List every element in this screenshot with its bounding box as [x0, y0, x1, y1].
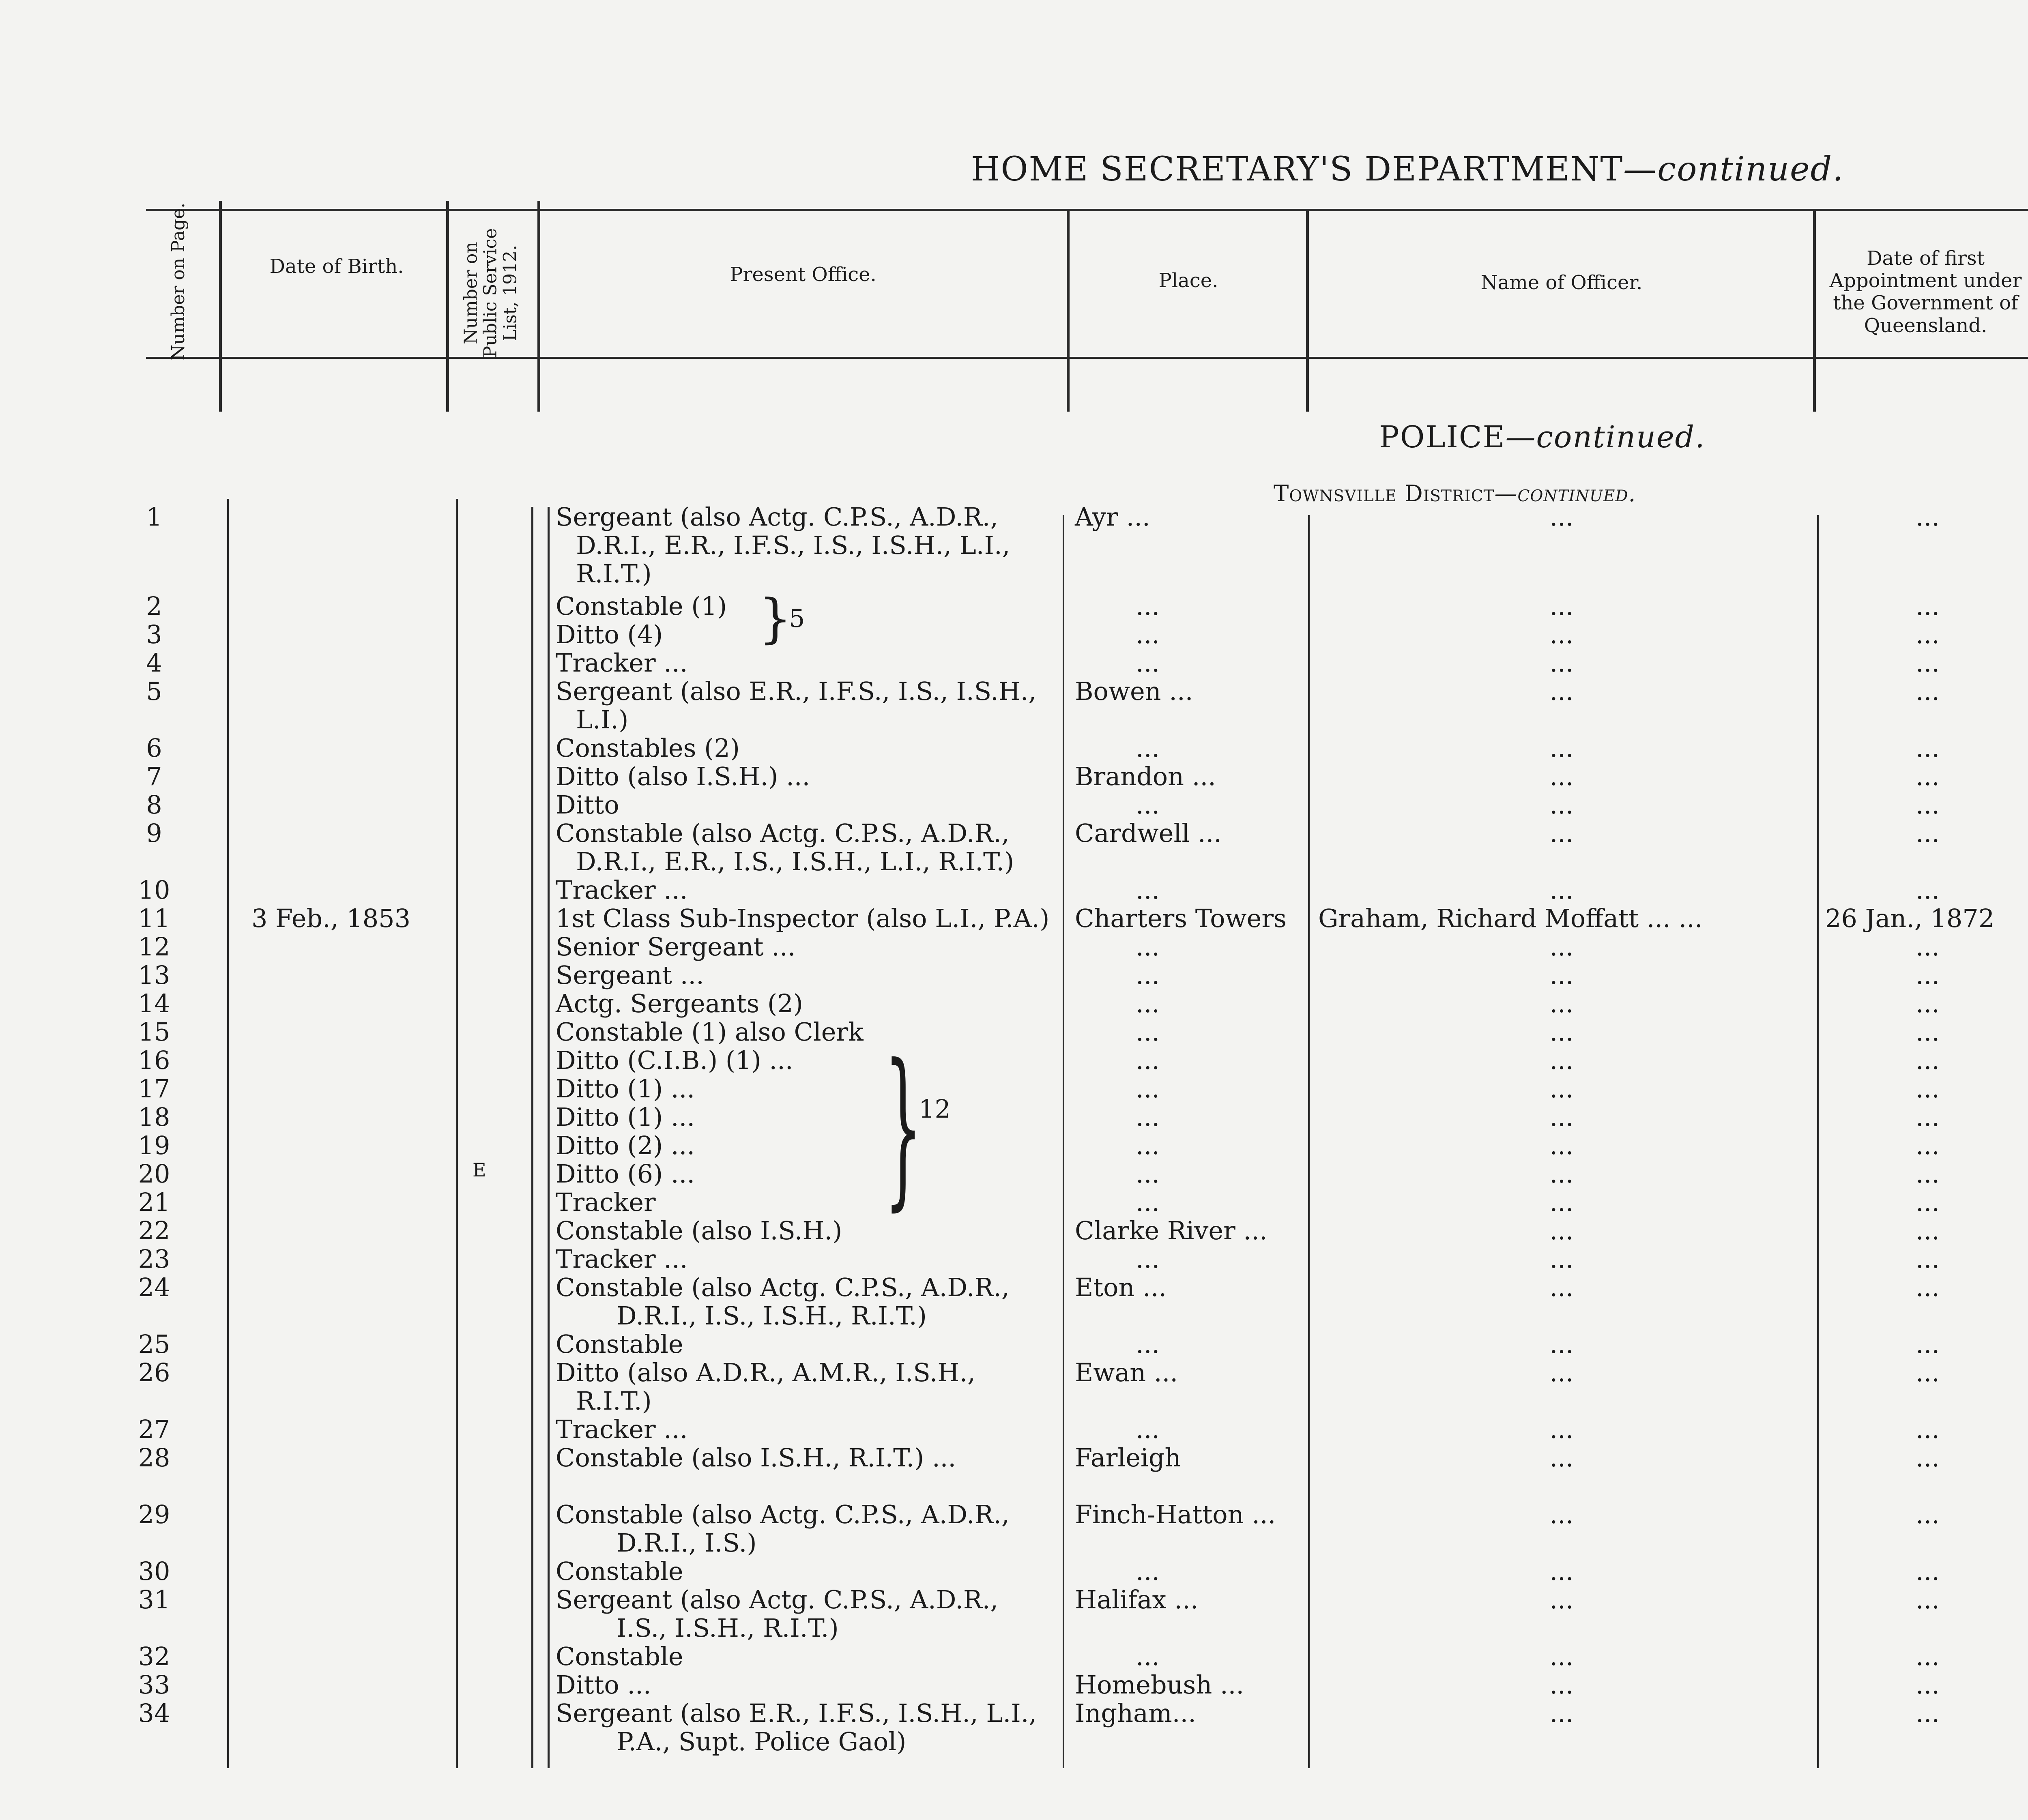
cell-office: Ditto (4)	[556, 620, 663, 649]
cell-n: 14	[138, 989, 170, 1018]
cell-place: ...	[1136, 1414, 1160, 1444]
cell-first: ...	[1915, 1585, 1940, 1614]
cell-name: ...	[1549, 676, 1574, 706]
cell-name: ...	[1549, 989, 1574, 1018]
cell-first: ...	[1915, 1329, 1940, 1359]
cell-place: ...	[1136, 1187, 1160, 1217]
cell-place: Finch-Hatton ...	[1075, 1500, 1276, 1529]
cell-n: 5	[146, 676, 162, 706]
cell-place: ...	[1136, 1102, 1160, 1132]
cell-office: Tracker ...	[556, 1244, 688, 1274]
header-top-rule	[146, 209, 2028, 211]
body-rule-6	[1308, 515, 1310, 1768]
header-name-of-officer: Name of Officer.	[1480, 271, 1643, 294]
cell-n: 7	[146, 762, 162, 791]
cell-first: ...	[1915, 1556, 1940, 1586]
cell-first: ...	[1915, 591, 1940, 621]
cell-first: ...	[1915, 1244, 1940, 1274]
header-present-office: Present Office.	[730, 263, 877, 286]
cell-place: ...	[1136, 960, 1160, 990]
brace-label-group-15-20: 12	[919, 1094, 951, 1124]
cell-first: ...	[1915, 1074, 1940, 1103]
cell-place: ...	[1136, 733, 1160, 763]
cell-place: ...	[1136, 1556, 1160, 1586]
page-title-text: HOME SECRETARY'S DEPARTMENT	[971, 150, 1624, 189]
cell-office2: D.R.I., E.R., I.F.S., I.S., I.S.H., L.I.,	[576, 530, 1010, 560]
cell-place: ...	[1136, 1642, 1160, 1671]
cell-place: Cardwell ...	[1075, 818, 1222, 848]
cell-office: Constable (also Actg. C.P.S., A.D.R.,	[556, 818, 1010, 848]
cell-n: 19	[138, 1131, 170, 1160]
cell-n: 12	[138, 932, 170, 962]
cell-n: 6	[146, 733, 162, 763]
cell-first: ...	[1915, 1045, 1940, 1075]
cell-office: Tracker ...	[556, 648, 688, 678]
cell-place: ...	[1136, 989, 1160, 1018]
cell-place: ...	[1136, 1131, 1160, 1160]
cell-place: ...	[1136, 932, 1160, 962]
cell-place: Eton ...	[1075, 1273, 1167, 1302]
cell-name: ...	[1549, 1074, 1574, 1103]
cell-office: Ditto (also I.S.H.) ...	[556, 762, 810, 791]
cell-name: ...	[1549, 1102, 1574, 1132]
cell-first: ...	[1915, 1670, 1940, 1700]
cell-first: ...	[1915, 1414, 1940, 1444]
cell-n: 25	[138, 1329, 170, 1359]
cell-n: 27	[138, 1414, 170, 1444]
cell-office2: D.R.I., I.S., I.S.H., R.I.T.)	[617, 1301, 927, 1331]
cell-n: 16	[138, 1045, 170, 1075]
cell-office: Constable	[556, 1642, 683, 1671]
cell-first: ...	[1915, 1358, 1940, 1387]
section-title	[1379, 420, 1706, 455]
cell-n: 32	[138, 1642, 170, 1671]
cell-office2: R.I.T.)	[576, 1386, 652, 1416]
cell-first: ...	[1915, 648, 1940, 678]
cell-n: 21	[138, 1187, 170, 1217]
cell-office2: L.I.)	[576, 705, 629, 734]
cell-office: Ditto (1) ...	[556, 1074, 695, 1103]
cell-n: 9	[146, 818, 162, 848]
cell-office: Constable (also I.S.H.)	[556, 1216, 842, 1245]
cell-place: ...	[1136, 790, 1160, 820]
cell-name: ...	[1549, 1244, 1574, 1274]
cell-place: Halifax ...	[1075, 1585, 1199, 1614]
cell-office: Actg. Sergeants (2)	[556, 989, 803, 1018]
cell-name: ...	[1549, 502, 1574, 532]
cell-n: 23	[138, 1244, 170, 1274]
cell-office: Ditto (6) ...	[556, 1159, 695, 1189]
cell-n: 33	[138, 1670, 170, 1700]
cell-name: ...	[1549, 733, 1574, 763]
cell-name: ...	[1549, 932, 1574, 962]
cell-place: Bowen ...	[1075, 676, 1193, 706]
cell-name: ...	[1549, 1216, 1574, 1245]
cell-office: Tracker ...	[556, 875, 688, 905]
header-first-appointment: Date of first Appointment under the Government of Queensland.	[1829, 247, 2022, 337]
body-rule-1	[227, 499, 229, 1768]
cell-first: ...	[1915, 960, 1940, 990]
cell-first: 26 Jan., 1872	[1825, 904, 1995, 933]
cell-dob: 3 Feb., 1853	[251, 904, 411, 933]
section-title-text: POLICE	[1379, 420, 1506, 455]
brace-label-group-2-3: 5	[789, 603, 805, 633]
cell-first: ...	[1915, 1131, 1940, 1160]
page-title-suffix: —continued.	[1623, 150, 1844, 189]
cell-name: ...	[1549, 591, 1574, 621]
cell-n: 30	[138, 1556, 170, 1586]
cell-office: Senior Sergeant ...	[556, 932, 796, 962]
cell-office: 1st Class Sub-Inspector (also L.I., P.A.)	[556, 904, 1050, 933]
cell-n: 22	[138, 1216, 170, 1245]
cell-first: ...	[1915, 1698, 1940, 1728]
cell-office: Constable (also Actg. C.P.S., A.D.R.,	[556, 1273, 1010, 1302]
cell-office: Ditto ...	[556, 1670, 651, 1700]
cell-place: ...	[1136, 648, 1160, 678]
cell-place: ...	[1136, 1159, 1160, 1189]
cell-n: 24	[138, 1273, 170, 1302]
cell-name: ...	[1549, 648, 1574, 678]
cell-name: ...	[1549, 1131, 1574, 1160]
cell-n: 20	[138, 1159, 170, 1189]
col-rule-6	[1813, 209, 1816, 412]
cell-office3: R.I.T.)	[576, 559, 652, 588]
cell-n: 26	[138, 1358, 170, 1387]
cell-office: Sergeant (also Actg. C.P.S., A.D.R.,	[556, 1585, 999, 1614]
cell-office2: D.R.I., E.R., I.S., I.S.H., L.I., R.I.T.)	[576, 847, 1014, 876]
body-rule-2	[456, 499, 458, 1768]
brace-group-2-3: }	[758, 588, 792, 649]
cell-name: ...	[1549, 1187, 1574, 1217]
cell-first: ...	[1915, 1216, 1940, 1245]
cell-name: ...	[1549, 620, 1574, 649]
cell-n: 4	[146, 648, 162, 678]
cell-first: ...	[1915, 676, 1940, 706]
cell-place: ...	[1136, 1244, 1160, 1274]
cell-office: Sergeant (also Actg. C.P.S., A.D.R.,	[556, 502, 999, 532]
cell-office2: I.S., I.S.H., R.I.T.)	[617, 1613, 839, 1643]
cell-n: 1	[146, 502, 162, 532]
cell-name: ...	[1549, 762, 1574, 791]
cell-office: Constable (also Actg. C.P.S., A.D.R.,	[556, 1500, 1010, 1529]
cell-first: ...	[1915, 1642, 1940, 1671]
cell-office: Constable (1) also Clerk	[556, 1017, 864, 1047]
cell-name: ...	[1549, 1414, 1574, 1444]
cell-name: ...	[1549, 1045, 1574, 1075]
cell-place: Ewan ...	[1075, 1358, 1178, 1387]
cell-place: ...	[1136, 875, 1160, 905]
cell-first: ...	[1915, 1187, 1940, 1217]
body-rule-3	[531, 507, 533, 1768]
cell-first: ...	[1915, 620, 1940, 649]
cell-place: ...	[1136, 1045, 1160, 1075]
col-rule-5	[1306, 209, 1309, 412]
cell-first: ...	[1915, 1159, 1940, 1189]
cell-n: 10	[138, 875, 170, 905]
col-rule-3	[537, 201, 540, 412]
header-number-on-page: Number on Page.	[168, 202, 189, 361]
cell-first: ...	[1915, 932, 1940, 962]
cell-first: ...	[1915, 1273, 1940, 1302]
cell-first: ...	[1915, 818, 1940, 848]
cell-place: Charters Towers	[1075, 904, 1287, 933]
cell-place: ...	[1136, 1329, 1160, 1359]
header-bottom-rule	[146, 357, 2028, 359]
cell-name: ...	[1549, 1273, 1574, 1302]
cell-office: Sergeant ...	[556, 960, 704, 990]
cell-n: 31	[138, 1585, 170, 1614]
cell-place: Farleigh	[1075, 1443, 1181, 1472]
body-rule-4	[548, 507, 550, 1768]
margin-mark: E	[473, 1159, 486, 1181]
district-title-text: Townsville District	[1274, 481, 1495, 507]
cell-name: ...	[1549, 790, 1574, 820]
header-place: Place.	[1158, 269, 1218, 292]
cell-office: Ditto (2) ...	[556, 1131, 695, 1160]
cell-office: Constable (1)	[556, 591, 727, 621]
cell-n: 28	[138, 1443, 170, 1472]
cell-n: 15	[138, 1017, 170, 1047]
cell-name: ...	[1549, 1329, 1574, 1359]
brace-group-15-20: }	[884, 1028, 922, 1226]
cell-n: 34	[138, 1698, 170, 1728]
cell-office: Sergeant (also E.R., I.F.S., I.S.H., L.I.,	[556, 1698, 1037, 1728]
header-public-service-list: Number on Public Service List, 1912.	[460, 228, 521, 358]
cell-first: ...	[1915, 1102, 1940, 1132]
cell-place: Brandon ...	[1075, 762, 1216, 791]
cell-office: Constable	[556, 1329, 683, 1359]
cell-name: ...	[1549, 1500, 1574, 1529]
body-rule-5	[1063, 515, 1064, 1768]
section-title-suffix: —continued.	[1505, 420, 1706, 455]
cell-first: ...	[1915, 875, 1940, 905]
cell-name: ...	[1549, 1670, 1574, 1700]
page-title	[0, 150, 2028, 189]
cell-place: Clarke River ...	[1075, 1216, 1268, 1245]
cell-n: 2	[146, 591, 162, 621]
cell-n: 11	[138, 904, 170, 933]
cell-first: ...	[1915, 733, 1940, 763]
cell-place: ...	[1136, 620, 1160, 649]
cell-office: Ditto	[556, 790, 619, 820]
cell-n: 17	[138, 1074, 170, 1103]
cell-office2: D.R.I., I.S.)	[617, 1528, 757, 1558]
cell-name: ...	[1549, 1642, 1574, 1671]
cell-n: 3	[146, 620, 162, 649]
cell-place: ...	[1136, 1074, 1160, 1103]
cell-office: Tracker ...	[556, 1414, 688, 1444]
cell-name: ...	[1549, 875, 1574, 905]
cell-office2: P.A., Supt. Police Gaol)	[617, 1727, 907, 1756]
cell-name: ...	[1549, 1159, 1574, 1189]
cell-office: Constables (2)	[556, 733, 740, 763]
cell-n: 18	[138, 1102, 170, 1132]
cell-first: ...	[1915, 762, 1940, 791]
cell-office: Sergeant (also E.R., I.F.S., I.S., I.S.H.,	[556, 676, 1037, 706]
cell-first: ...	[1915, 1017, 1940, 1047]
cell-office: Constable	[556, 1556, 683, 1586]
col-rule-1	[219, 201, 222, 412]
col-rule-2	[446, 201, 449, 412]
cell-name: Graham, Richard Moffatt ... ...	[1318, 904, 1703, 933]
cell-first: ...	[1915, 1443, 1940, 1472]
district-title-suffix: —continued.	[1494, 481, 1636, 507]
header-date-of-birth: Date of Birth.	[269, 255, 404, 278]
cell-first: ...	[1915, 790, 1940, 820]
cell-place: Ingham...	[1075, 1698, 1196, 1728]
cell-place: Ayr ...	[1075, 502, 1150, 532]
cell-name: ...	[1549, 1585, 1574, 1614]
cell-n: 29	[138, 1500, 170, 1529]
cell-place: ...	[1136, 1017, 1160, 1047]
cell-first: ...	[1915, 502, 1940, 532]
cell-n: 8	[146, 790, 162, 820]
cell-name: ...	[1549, 960, 1574, 990]
cell-first: ...	[1915, 1500, 1940, 1529]
col-rule-4	[1067, 209, 1070, 412]
cell-name: ...	[1549, 1358, 1574, 1387]
cell-office: Ditto (C.I.B.) (1) ...	[556, 1045, 793, 1075]
cell-name: ...	[1549, 818, 1574, 848]
cell-office: Ditto (1) ...	[556, 1102, 695, 1132]
cell-name: ...	[1549, 1698, 1574, 1728]
cell-name: ...	[1549, 1443, 1574, 1472]
cell-office: Tracker	[556, 1187, 656, 1217]
cell-n: 13	[138, 960, 170, 990]
cell-first: ...	[1915, 989, 1940, 1018]
cell-name: ...	[1549, 1017, 1574, 1047]
cell-place: ...	[1136, 591, 1160, 621]
cell-name: ...	[1549, 1556, 1574, 1586]
cell-place: Homebush ...	[1075, 1670, 1244, 1700]
cell-office: Ditto (also A.D.R., A.M.R., I.S.H.,	[556, 1358, 975, 1387]
cell-office: Constable (also I.S.H., R.I.T.) ...	[556, 1443, 956, 1472]
